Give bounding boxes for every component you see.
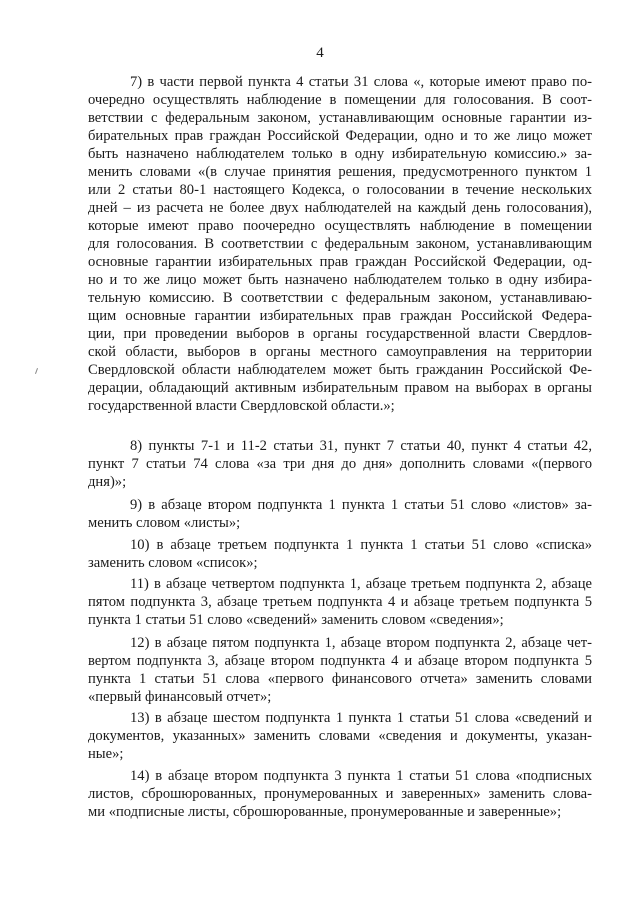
paragraph-item-14	[88, 767, 592, 821]
text-line: дней – из расчета не более двух наблюдателей на каждый день голосования),	[88, 200, 592, 216]
text-line: 12) в абзаце пятом подпункта 1, абзаце втором подпункта 2, абзаце чет-	[130, 635, 592, 651]
text-line: вертом подпункта 3, абзаце втором подпункта 4 и абзаце втором подпункта 5	[88, 653, 592, 669]
text-line: 9) в абзаце втором подпункта 1 пункта 1 статьи 51 слово «листов» за-	[130, 497, 592, 513]
text-line: менить словами «(в случае принятия решения, предусмотренного пунктом 1	[88, 164, 592, 180]
text-line: ской области, выборов в органы местного самоуправления на территории	[88, 344, 592, 360]
text-line: заменить словом «список»;	[88, 555, 258, 571]
text-line: ми «подписные листы, сброшюрованные, пронумерованные и заверенные»;	[88, 804, 562, 820]
paragraph-item-10	[88, 536, 592, 572]
text-line: 8) пункты 7-1 и 11-2 статьи 31, пункт 7 статьи 40, пункт 4 статьи 42,	[130, 438, 592, 454]
page-number: 4	[316, 45, 324, 61]
text-line: 10) в абзаце третьем подпункта 1 пункта 1 статьи 51 слово «списка»	[130, 537, 592, 553]
margin-mark	[35, 368, 38, 374]
text-line: дерации, обладающий активным избирательным правом на выборах в органы	[88, 380, 592, 396]
text-line: 7) в части первой пункта 4 статьи 31 слова «, которые имеют право по-	[130, 74, 592, 90]
text-line: ветствии с федеральным законом, устанавливающим основные гарантии из-	[88, 110, 592, 126]
text-line: менить словом «листы»;	[88, 515, 241, 531]
text-line: дня)»;	[88, 474, 127, 490]
text-line: государственной власти Свердловской области.»;	[88, 398, 395, 414]
text-line: которые имеют право поочередно осуществлять наблюдение в помещении	[88, 218, 592, 234]
text-line: для голосования. В соответствии с федеральным законом, устанавливающим	[88, 236, 592, 252]
text-line: щим основные гарантии избирательных прав граждан Российской Федера-	[88, 308, 592, 324]
text-line: пункта 1 статьи 51 слово «сведений» заменить словом «сведения»;	[88, 612, 504, 628]
text-line: Свердловской области наблюдателем может быть гражданин Российской Фе-	[88, 362, 592, 378]
text-line: пункта 1 статьи 51 слова «первого финансового отчета» заменить словами	[88, 671, 592, 687]
paragraph-item-8	[88, 437, 592, 491]
text-line: ции, при проведении выборов в органы государственной власти Свердлов-	[88, 326, 592, 342]
text-line: пункт 7 статьи 74 слова «за три дня до дня» дополнить словами «(первого	[88, 456, 592, 472]
text-line: 14) в абзаце втором подпункта 3 пункта 1 статьи 51 слова «подписных	[130, 768, 592, 784]
text-line: ные»;	[88, 746, 124, 762]
text-line: документов, указанных» заменить словами «сведения и документы, указан-	[88, 728, 592, 744]
text-line: 11) в абзаце четвертом подпункта 1, абзаце третьем подпункта 2, абзаце	[130, 576, 592, 592]
paragraph-item-11	[88, 575, 592, 629]
text-line: 13) в абзаце шестом подпункта 1 пункта 1 статьи 51 слова «сведений и	[130, 710, 592, 726]
paragraph-item-7	[88, 73, 592, 415]
paragraph-item-12	[88, 634, 592, 706]
text-line: тельную комиссию. В соответствии с федеральным законом, устанавливаю-	[88, 290, 592, 306]
paragraph-item-13	[88, 709, 592, 763]
text-line: но и то же лицо может быть назначено наблюдателем только в одну избира-	[88, 272, 592, 288]
paragraph-item-9	[88, 496, 592, 532]
text-line: основные гарантии избирательных прав граждан Российской Федерации, од-	[88, 254, 592, 270]
text-line: быть назначено наблюдателем только в одну избирательную комиссию.» за-	[88, 146, 592, 162]
text-line: очередно осуществлять наблюдение в помещении для голосования. В соот-	[88, 92, 592, 108]
text-line: или 2 статьи 80-1 настоящего Кодекса, о голосовании в течение нескольких	[88, 182, 592, 198]
text-line: листов, сброшюрованных, пронумерованных и заверенных» заменить слова-	[88, 786, 592, 802]
text-line: пятом подпункта 3, абзаце третьем подпункта 4 и абзаце третьем подпункта 5	[88, 594, 592, 610]
text-line: «первый финансовый отчет»;	[88, 689, 272, 705]
text-line: бирательных прав граждан Российской Федерации, одно и то же лицо может	[88, 128, 592, 144]
